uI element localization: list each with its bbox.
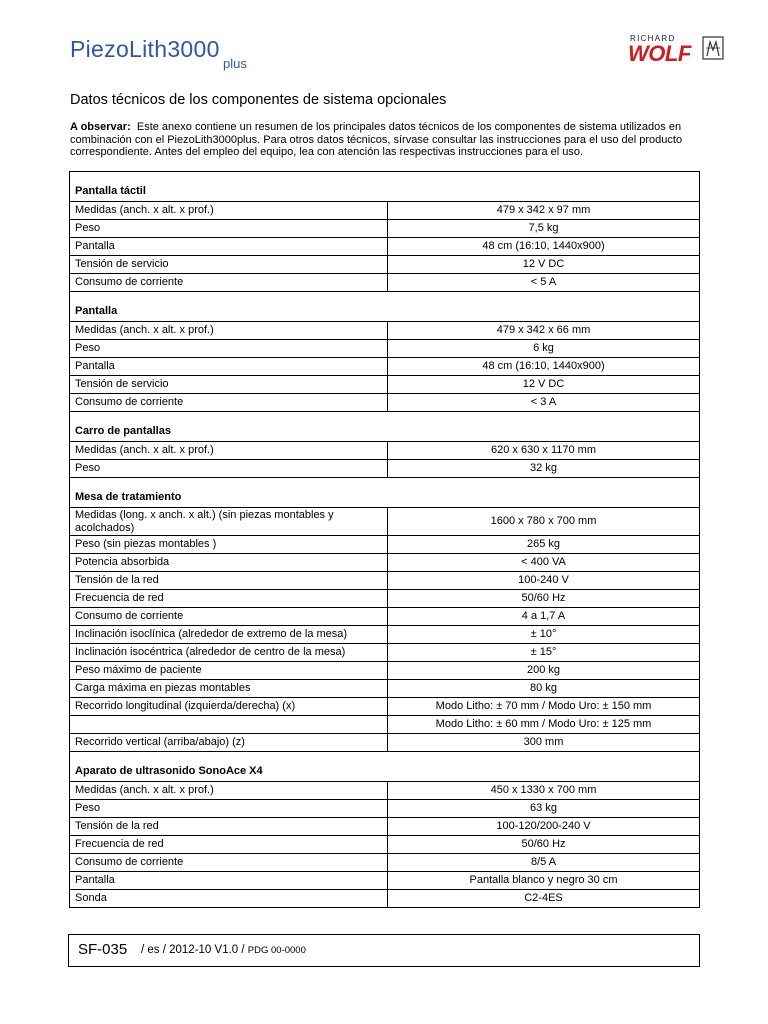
spec-value: 32 kg [388, 460, 700, 478]
table-row [70, 322, 700, 340]
spec-value: 100-240 V [388, 572, 700, 590]
spec-label: Inclinación isocéntrica (alrededor de centro de la mesa) [70, 644, 388, 662]
table-row [70, 626, 700, 644]
spec-value: Modo Litho: ± 70 mm / Modo Uro: ± 150 mm [388, 698, 700, 716]
spec-value: 63 kg [388, 800, 700, 818]
table-row [70, 890, 700, 908]
table-row [70, 872, 700, 890]
spec-label: Medidas (anch. x alt. x prof.) [70, 322, 388, 340]
table-row [70, 376, 700, 394]
table-row [70, 238, 700, 256]
table-row [70, 782, 700, 800]
wolf-emblem-icon [702, 36, 724, 60]
spec-value: 100-120/200-240 V [388, 818, 700, 836]
spec-label: Peso [70, 220, 388, 238]
section-title: Pantalla [70, 292, 700, 322]
section-title: Carro de pantallas [70, 412, 700, 442]
spec-label: Recorrido vertical (arriba/abajo) (z) [70, 734, 388, 752]
spec-label: Peso [70, 340, 388, 358]
section-title: Aparato de ultrasonido SonoAce X4 [70, 752, 700, 782]
spec-value: C2-4ES [388, 890, 700, 908]
spec-value: 479 x 342 x 66 mm [388, 322, 700, 340]
intro-paragraph [70, 121, 710, 159]
table-row [70, 274, 700, 292]
spec-value: < 400 VA [388, 554, 700, 572]
spec-label: Medidas (anch. x alt. x prof.) [70, 202, 388, 220]
brand-logo [628, 34, 726, 68]
document-pdg: PDG 00-0000 [247, 945, 306, 956]
spec-table [69, 171, 700, 908]
document-version-text: / es / 2012-10 V1.0 / [141, 944, 245, 956]
section-header-row [70, 752, 700, 782]
section-header-row [70, 292, 700, 322]
spec-value: ± 15° [388, 644, 700, 662]
spec-label: Medidas (anch. x alt. x prof.) [70, 442, 388, 460]
intro-text: Este anexo contiene un resumen de los principales datos técnicos de los componentes de sistema utilizados en combinación con el PiezoLith3000plus. Para otros datos técnicos, sírvase consultar las instrucciones para el uso del producto correspondiente. Antes del empleo del equipo, lea con atención las respectivas instrucciones para el uso. [70, 121, 683, 158]
table-row [70, 442, 700, 460]
spec-label: Sonda [70, 890, 388, 908]
table-row [70, 698, 700, 716]
spec-value: < 3 A [388, 394, 700, 412]
spec-label: Frecuencia de red [70, 836, 388, 854]
spec-value: 50/60 Hz [388, 590, 700, 608]
table-row [70, 818, 700, 836]
product-logo [70, 36, 270, 74]
spec-value: 80 kg [388, 680, 700, 698]
spec-value: 450 x 1330 x 700 mm [388, 782, 700, 800]
spec-label: Tensión de la red [70, 818, 388, 836]
table-row [70, 256, 700, 274]
spec-label: Peso [70, 800, 388, 818]
spec-label: Medidas (anch. x alt. x prof.) [70, 782, 388, 800]
spec-value: ± 10° [388, 626, 700, 644]
table-row [70, 836, 700, 854]
spec-label: Frecuencia de red [70, 590, 388, 608]
spec-label: Tensión de servicio [70, 256, 388, 274]
section-title: Pantalla táctil [70, 172, 700, 202]
brand-logo-top: RICHARD [630, 34, 676, 43]
table-row [70, 572, 700, 590]
spec-value: 48 cm (16:10, 1440x900) [388, 358, 700, 376]
spec-value: 50/60 Hz [388, 836, 700, 854]
spec-label: Peso (sin piezas montables ) [70, 536, 388, 554]
page-title: Datos técnicos de los componentes de sistema opcionales [70, 92, 447, 108]
spec-label: Inclinación isoclínica (alrededor de extremo de la mesa) [70, 626, 388, 644]
product-logo-main: PiezoLith3000 [70, 36, 220, 62]
spec-value: 6 kg [388, 340, 700, 358]
spec-value: 4 a 1,7 A [388, 608, 700, 626]
spec-label: Consumo de corriente [70, 274, 388, 292]
section-header-row [70, 412, 700, 442]
brand-logo-main: WOLF [628, 41, 691, 66]
spec-label: Tensión de la red [70, 572, 388, 590]
section-title: Mesa de tratamiento [70, 478, 700, 508]
table-row [70, 800, 700, 818]
table-row [70, 394, 700, 412]
spec-label: Consumo de corriente [70, 394, 388, 412]
table-row [70, 680, 700, 698]
spec-value: 200 kg [388, 662, 700, 680]
intro-label: A observar: [70, 121, 131, 133]
spec-value: < 5 A [388, 274, 700, 292]
spec-label: Recorrido longitudinal (izquierda/derecha) (x) [70, 698, 388, 716]
document-version [141, 944, 306, 956]
document-code: SF-035 [78, 941, 128, 958]
spec-label: Consumo de corriente [70, 854, 388, 872]
spec-value: 265 kg [388, 536, 700, 554]
spec-value: 48 cm (16:10, 1440x900) [388, 238, 700, 256]
table-row [70, 662, 700, 680]
table-row [70, 508, 700, 536]
spec-value: 8/5 A [388, 854, 700, 872]
spec-label: Potencia absorbida [70, 554, 388, 572]
spec-label [70, 716, 388, 734]
section-header-row [70, 172, 700, 202]
table-row [70, 554, 700, 572]
table-row [70, 716, 700, 734]
spec-value: 12 V DC [388, 376, 700, 394]
spec-label: Peso [70, 460, 388, 478]
spec-label: Tensión de servicio [70, 376, 388, 394]
table-row [70, 220, 700, 238]
footer [68, 934, 700, 967]
table-row [70, 358, 700, 376]
product-logo-sub: plus [223, 56, 247, 71]
section-header-row [70, 478, 700, 508]
spec-label: Carga máxima en piezas montables [70, 680, 388, 698]
spec-label: Peso máximo de paciente [70, 662, 388, 680]
spec-label: Pantalla [70, 358, 388, 376]
table-row [70, 340, 700, 358]
table-row [70, 202, 700, 220]
table-row [70, 854, 700, 872]
table-row [70, 536, 700, 554]
table-row [70, 608, 700, 626]
table-row [70, 644, 700, 662]
spec-value: Modo Litho: ± 60 mm / Modo Uro: ± 125 mm [388, 716, 700, 734]
spec-label: Medidas (long. x anch. x alt.) (sin piezas montables y acolchados) [70, 508, 388, 536]
spec-value: 7,5 kg [388, 220, 700, 238]
spec-value: Pantalla blanco y negro 30 cm [388, 872, 700, 890]
spec-value: 620 x 630 x 1170 mm [388, 442, 700, 460]
table-row [70, 460, 700, 478]
spec-label: Pantalla [70, 872, 388, 890]
spec-value: 1600 x 780 x 700 mm [388, 508, 700, 536]
spec-label: Pantalla [70, 238, 388, 256]
spec-label: Consumo de corriente [70, 608, 388, 626]
spec-value: 12 V DC [388, 256, 700, 274]
table-row [70, 734, 700, 752]
table-row [70, 590, 700, 608]
spec-value: 479 x 342 x 97 mm [388, 202, 700, 220]
spec-value: 300 mm [388, 734, 700, 752]
